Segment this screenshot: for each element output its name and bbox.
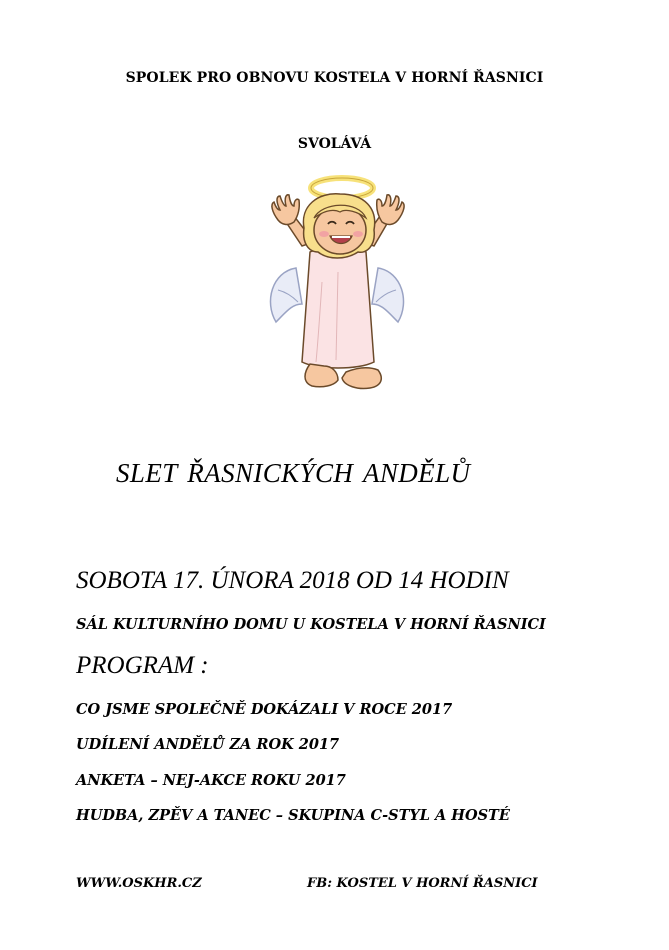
program-item: UDÍLENÍ ANDĚLŮ ZA ROK 2017	[76, 736, 340, 753]
program-heading: PROGRAM :	[76, 652, 209, 679]
event-venue: SÁL KULTURNÍHO DOMU U KOSTELA V HORNÍ ŘASNICI	[76, 616, 546, 633]
website-link: WWW.OSKHR.CZ	[76, 876, 202, 891]
event-date-time: SOBOTA 17. ÚNORA 2018 OD 14 HODIN	[76, 567, 509, 594]
program-item: ANKETA – NEJ-AKCE ROKU 2017	[76, 772, 346, 789]
program-item: CO JSME SPOLEČNĚ DOKÁZALI V ROCE 2017	[76, 701, 453, 718]
convenes-label: SVOLÁVÁ	[297, 136, 372, 152]
angel-clipart-icon	[262, 172, 412, 400]
event-title: SLET ŘASNICKÝCH ANDĚLŮ	[116, 458, 471, 488]
organization-name: SPOLEK PRO OBNOVU KOSTELA V HORNÍ ŘASNICI	[125, 70, 544, 86]
facebook-page: FB: KOSTEL V HORNÍ ŘASNICI	[307, 876, 538, 891]
program-item: HUDBA, ZPĚV A TANEC – SKUPINA C-STYL A HOSTÉ	[76, 807, 510, 824]
